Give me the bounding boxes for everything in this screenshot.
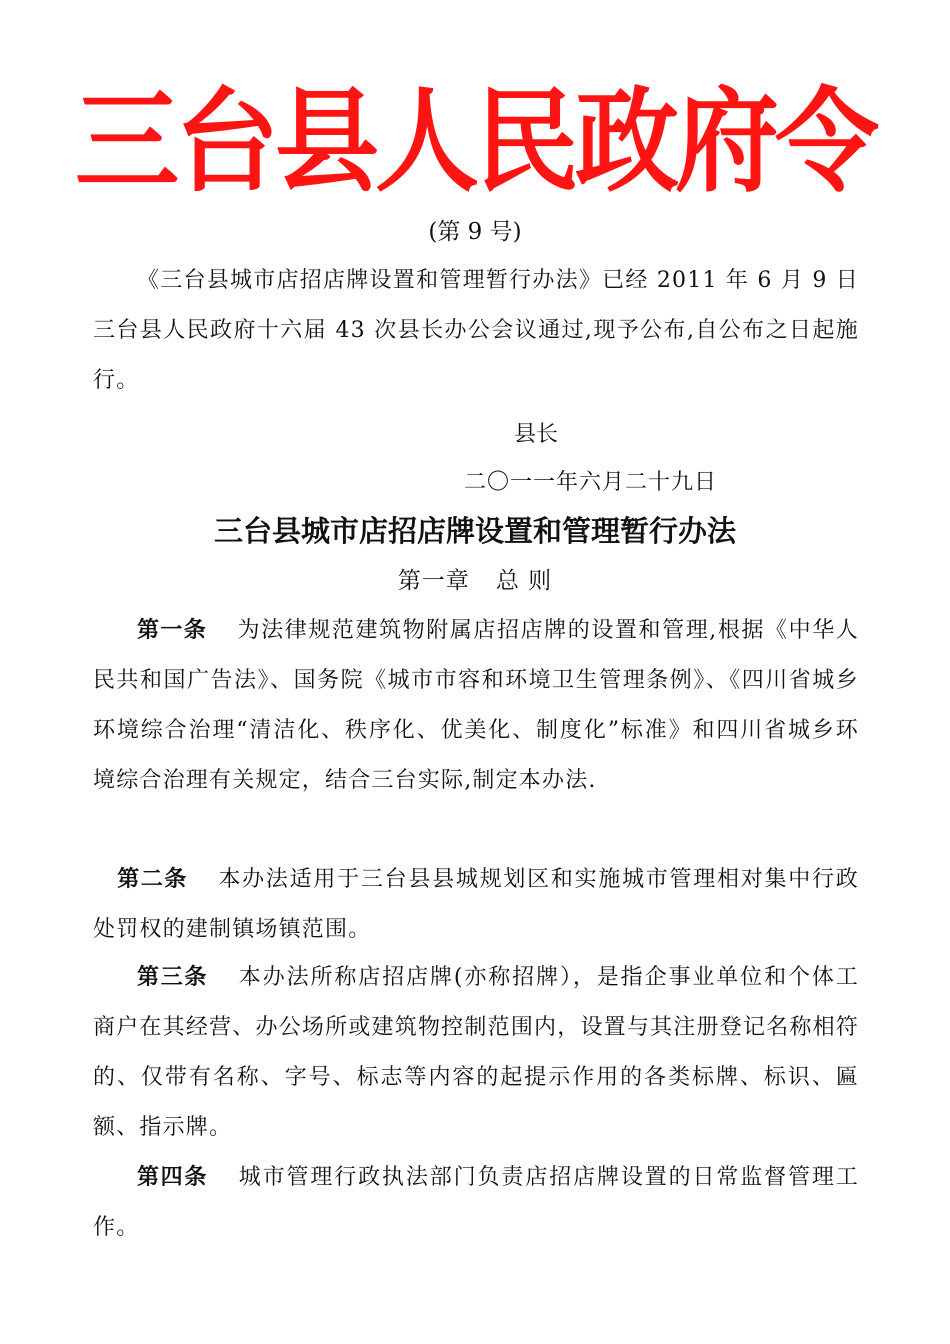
chapter-name: 总 则 (495, 568, 553, 594)
article-2-label: 第二条 (117, 867, 188, 892)
signing-date: 二〇一一年六月二十九日 (464, 470, 718, 495)
article-3-label: 第三条 (137, 965, 209, 990)
chapter-label: 第一章 (397, 568, 470, 594)
article-1-label: 第一条 (137, 618, 208, 643)
chapter-heading (0, 556, 950, 606)
article-2-text: 本办法适用于三台县县城规划区和实施城市管理相对集中行政处罚权的建制镇场镇范围。 (93, 867, 859, 942)
article-3-text: 本办法所称店招店牌(亦称招牌），是指企事业单位和个体工商户在其经营、办公场所或建筑物控制范围内，设置与其注册登记名称相符的、仅带有名称、字号、标志等内容的起提示作用的各类标牌、标识、匾额、指示牌。 (93, 965, 859, 1140)
decree-headline: 三台县人民政府令 (74, 75, 875, 208)
article-4-label: 第四条 (137, 1165, 209, 1190)
article-3 (93, 953, 859, 1153)
regulation-title: 三台县城市店招店牌设置和管理暂行办法 (213, 514, 736, 548)
article-4-text: 城市管理行政执法部门负责店招店牌设置的日常监督管理工作。 (93, 1165, 859, 1240)
article-4 (93, 1153, 859, 1253)
article-1-text: 为法律规范建筑物附属店招店牌的设置和管理,根据《中华人民共和国广告法》、国务院《城市市容和环境卫生管理条例》、《四川省城乡环境综合治理“清洁化、秩序化、优美化、制度化”标准》和四川省城乡环境综合治理有关规定，结合三台实际,制定本办法. (93, 618, 859, 793)
signer-title: 县长 (514, 422, 559, 447)
intro-paragraph: 《三台县城市店招店牌设置和管理暂行办法》已经 2011 年 6 月 9 日三台县人民政府十六届 43 次县长办公会议通过,现予公布,自公布之日起施行。 (93, 268, 859, 393)
decree-number: (第 9 号) (428, 219, 522, 245)
article-1 (93, 606, 859, 806)
article-2 (93, 855, 859, 955)
